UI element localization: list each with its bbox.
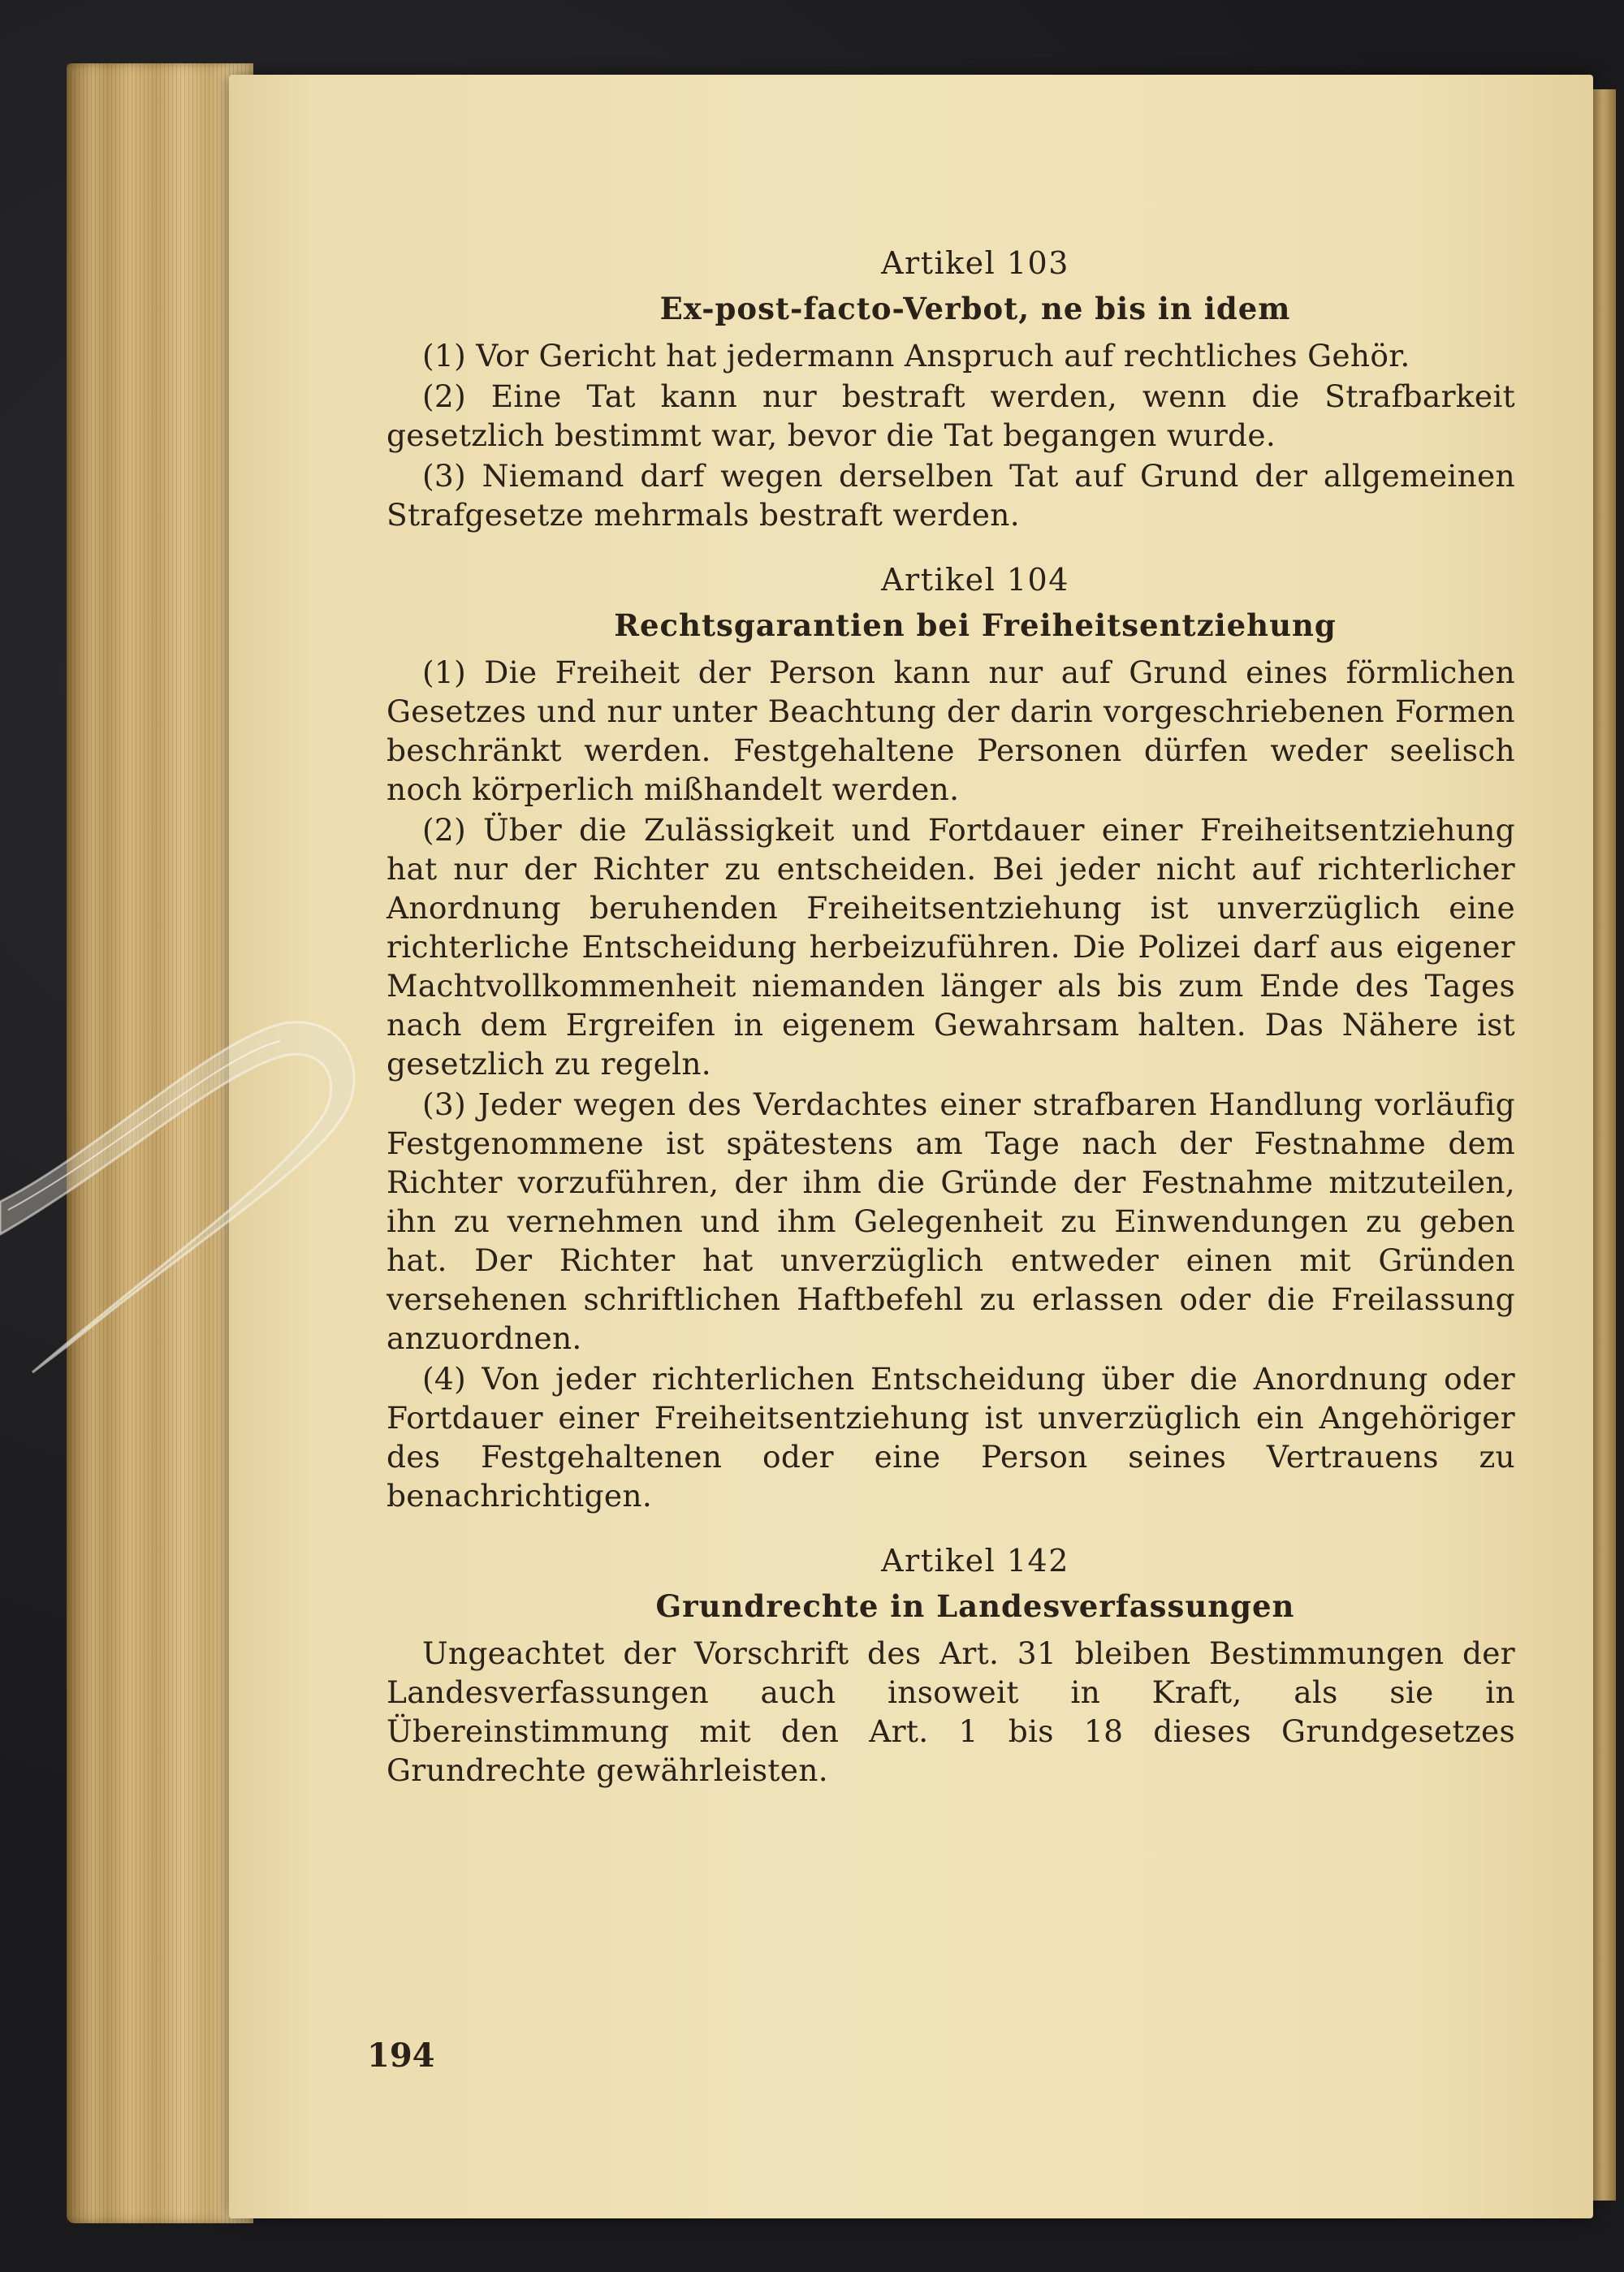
article-title: Grundrechte in Landesverfassungen <box>655 1588 1295 1624</box>
paragraph: (1) Vor Gericht hat jedermann Anspruch auf rechtliches Gehör. <box>422 338 1410 374</box>
paragraph: (3) Jeder wegen des Verdachtes einer strafbaren Handlung vorläufig Festgenommene ist spätestens am Tage nach der Festnahme dem Richter vorzuführen, der ihm die Gründe der Festnahme mitzuteilen, ihn zu vernehmen und ihm Gelegenheit zu Einwendungen zu geben hat. Der Richter hat unverzüglich entweder einen mit Gründen versehenen schriftlichen Haftbefehl zu erlassen oder die Freilassung anzuordnen. <box>387 1086 1515 1356</box>
page-number: 194 <box>367 2037 435 2075</box>
article-title: Ex-post-facto-Verbot, ne bis in idem <box>659 291 1291 326</box>
book-page-edges <box>67 63 253 2223</box>
article-number: Artikel 103 <box>881 245 1069 281</box>
paragraph: (3) Niemand darf wegen derselben Tat auf Grund der allgemeinen Strafgesetze mehrmals bestraft werden. <box>387 458 1515 533</box>
paragraph: (4) Von jeder richterlichen Entscheidung über die Anordnung oder Fortdauer einer Freiheitsentziehung ist unverzüglich ein Angehöriger des Festgehaltenen oder eine Person seines Vertrauens zu benachrichtigen. <box>387 1361 1515 1514</box>
paragraph: Ungeachtet der Vorschrift des Art. 31 bleiben Bestimmungen der Landesverfassungen auch insoweit in Kraft, als sie in Übereinstimmung mit den Art. 1 bis 18 dieses Grundgesetzes Grundrechte gewährleisten. <box>387 1635 1515 1788</box>
article-104 <box>387 560 1515 1515</box>
page-text <box>387 244 1515 1791</box>
article-number: Artikel 104 <box>881 562 1069 598</box>
paragraph: (1) Die Freiheit der Person kann nur auf Grund eines förmlichen Gesetzes und nur unter Beachtung der darin vorgeschriebenen Formen beschränkt werden. Festgehaltene Personen dürfen weder seelisch noch körperlich mißhandelt werden. <box>387 654 1515 807</box>
article-number: Artikel 142 <box>881 1543 1069 1579</box>
article-103 <box>387 244 1515 534</box>
article-142 <box>387 1541 1515 1790</box>
paragraph: (2) Über die Zulässigkeit und Fortdauer einer Freiheitsentziehung hat nur der Richter zu entscheiden. Bei jeder nicht auf richterlicher Anordnung beruhenden Freiheitsentziehung ist unverzüglich eine richterliche Entscheidung herbeizuführen. Die Polizei darf aus eigener Machtvollkommenheit niemanden länger als bis zum Ende des Tages nach dem Ergreifen in eigenem Gewahrsam halten. Das Nähere ist gesetzlich zu regeln. <box>387 812 1515 1082</box>
article-title: Rechtsgarantien bei Freiheitsentziehung <box>614 607 1337 643</box>
facing-page-edge <box>1590 89 1616 2201</box>
paragraph: (2) Eine Tat kann nur bestraft werden, wenn die Strafbarkeit gesetzlich bestimmt war, bevor die Tat begangen wurde. <box>387 378 1515 453</box>
